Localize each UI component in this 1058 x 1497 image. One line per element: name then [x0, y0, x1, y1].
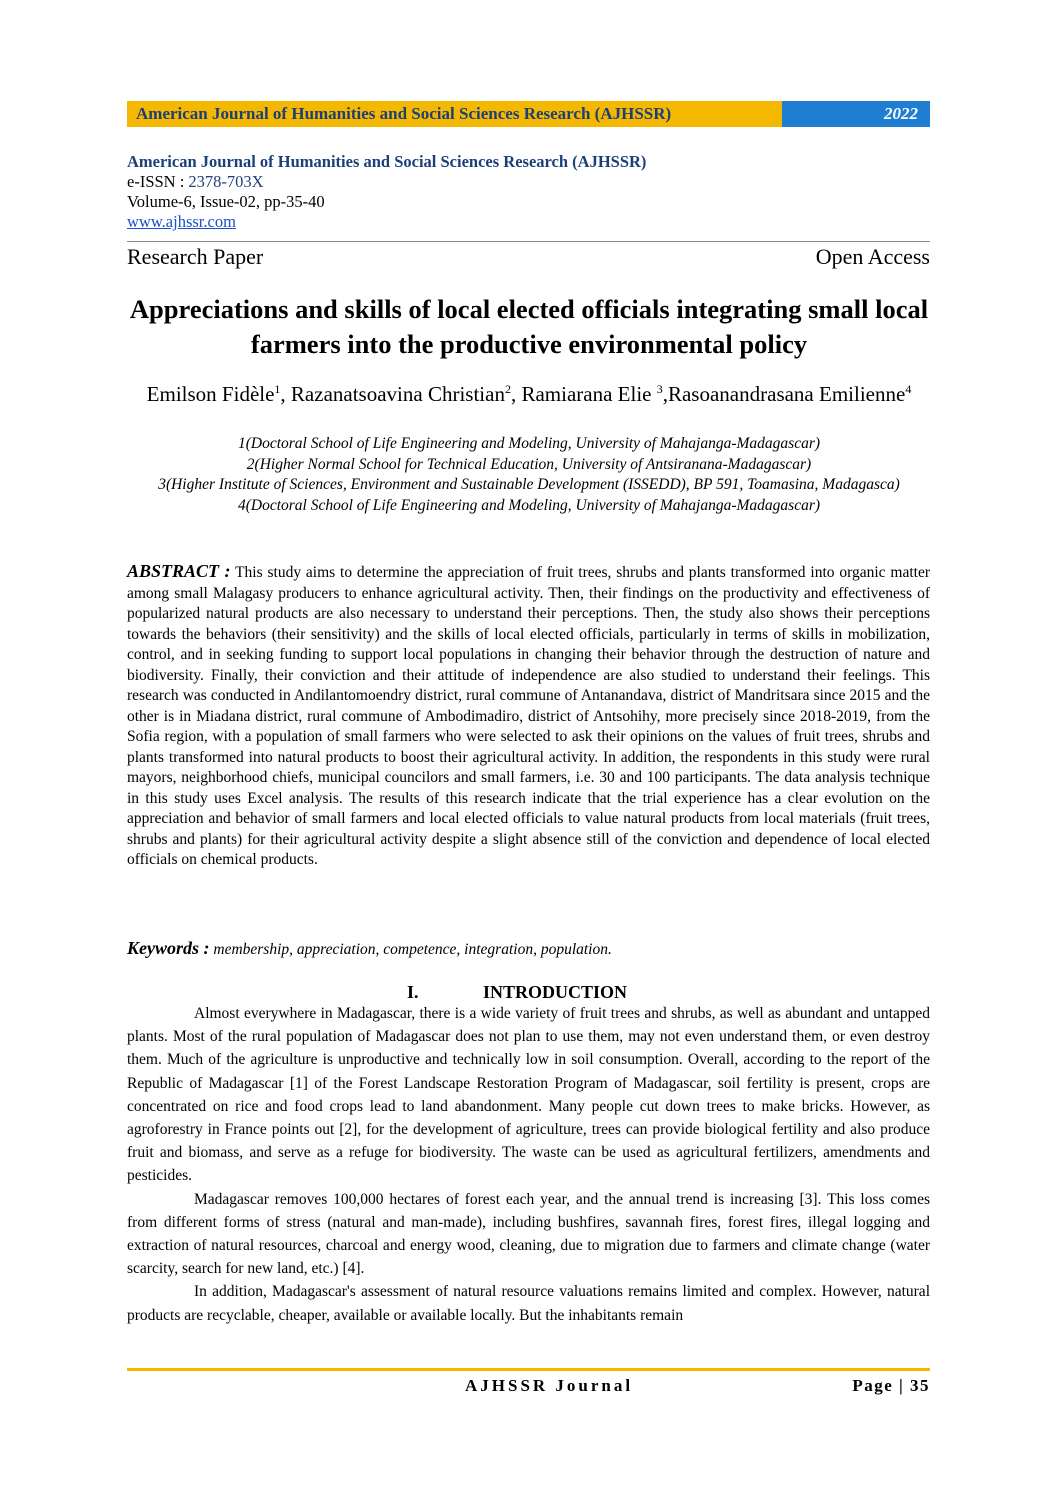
author-affil-index: 4: [905, 382, 912, 396]
abstract-text: This study aims to determine the appreciation of fruit trees, shrubs and plants transformed into organic matter among small Malagasy producers to enhance agricultural activity. Then, their findings on the productivity and effectiveness of popularized natural products are also necessary to understand their perceptions. Then, the study also shows their perceptions towards the behaviors (their sensitivity) and the skills of local elected officials, particularly in terms of skills in mobilization, control, and in seeking funding to support local populations in changing their behavior through the destruction of nature and biodiversity. Finally, their conviction and their attitude of independence are also studied to understand their feelings. This research was conducted in Andilantomoendry district, rural commune of Antanandava, district of Mandritsara since 2015 and the other is in Miadana district, rural commune of Ambodimadiro, district of Antsohihy, more precisely since 2018-2019, from the Sofia region, with a population of small farmers who were selected to ask their opinions on the values of fruit trees, shrubs and plants transformed into natural products to boost their agricultural activity. In addition, the respondents in this study were rural mayors, neighborhood chiefs, municipal councilors and small farmers, i.e. 30 and 100 participants. The data analysis technique in this study uses Excel analysis. The results of this research indicate that the trial experience has a clear evolution on the appreciation and behavior of small farmers and local elected officials to value natural products from local materials (fruit trees, shrubs and plants) for their agricultural activity despite a slight absence still of the conviction and dependence of local elected officials on chemical products.: [127, 564, 930, 868]
issn-line: [127, 172, 930, 192]
author-name: Emilson Fidèle: [146, 382, 275, 406]
journal-banner: [127, 101, 930, 127]
affiliations: [110, 434, 948, 516]
affiliation-item: 1(Doctoral School of Life Engineering and Modeling, University of Mahajanga-Madagascar): [237, 435, 821, 452]
banner-year: 2022: [782, 101, 930, 127]
body-paragraph: Almost everywhere in Madagascar, there is a wide variety of fruit trees and shrubs, as well as abundant and untapped plants. Most of the rural population of Madagascar does not plan to use them, may not even understand them, or even destroy them. Much of the agriculture is unproductive and technically low in soil consumption. Overall, according to the report of the Republic of Madagascar [1] of the Forest Landscape Restoration Program of Madagascar, soil fertility is present, crops are concentrated on rice and food crops lead to land abandonment. Many people cut down trees to make bricks. However, as agroforestry in France points out [2], for the development of agriculture, trees can provide biological fertility and also produce fruit and biomass, and serve as a refuge for biodiversity. The waste can be used as agricultural fertilizers, amendments and pesticides.: [127, 1005, 930, 1185]
affiliation-item: 2(Higher Normal School for Technical Education, University of Antsiranana-Madagascar): [246, 455, 812, 473]
author-name: Rasoanandrasana Emilienne: [667, 382, 906, 406]
author-affil-index: 3: [656, 382, 663, 396]
page-label: Page |: [852, 1376, 910, 1395]
page-number: [852, 1376, 930, 1396]
journal-meta: [127, 152, 930, 232]
body-paragraph: In addition, Madagascar's assessment of natural resource valuations remains limited and complex. However, natural products are recyclable, cheaper, available or available locally. But the inhabitants remain: [127, 1283, 930, 1324]
section-number: I.: [407, 982, 419, 1002]
introduction-body: [127, 1002, 930, 1327]
banner-journal-name: American Journal of Humanities and Social Sciences Research (AJHSSR): [127, 101, 782, 127]
journal-title: American Journal of Humanities and Social Sciences Research (AJHSSR): [127, 152, 647, 171]
affiliation-item: 3(Higher Institute of Sciences, Environment and Sustainable Development (ISSEDD), BP 591, Toamasina, Madagasca): [158, 476, 900, 493]
author-list: Emilson Fidèle$^1$, Razanatsoavina Christian$^2$, Ramiarana Elie $^3$,Rasoanandrasana Emilienne$^4$: [146, 382, 912, 406]
article-type-bar: [127, 241, 930, 272]
keywords-label: Keywords :: [127, 938, 210, 958]
volume-line: Volume-6, Issue-02, pp-35-40: [127, 192, 325, 211]
author-affil-index: 1: [274, 382, 281, 396]
author-name: Razanatsoavina Christian: [290, 382, 505, 406]
affiliation-item: 4(Doctoral School of Life Engineering and Modeling, University of Mahajanga-Madagascar): [237, 496, 821, 514]
access-type: Open Access: [815, 244, 930, 269]
keywords: [127, 938, 930, 960]
paper-title: Appreciations and skills of local elected officials integrating small local farmers into the productive environmental policy: [129, 294, 929, 359]
keywords-text: membership, appreciation, competence, integration, population.: [213, 941, 612, 958]
page-footer: [127, 1376, 930, 1400]
section-title: INTRODUCTION: [483, 982, 628, 1002]
journal-url-link[interactable]: www.ajhssr.com: [127, 212, 236, 231]
page-number-value: 35: [910, 1376, 930, 1395]
body-paragraph: Madagascar removes 100,000 hectares of forest each year, and the annual trend is increasing [3]. This loss comes from different forms of stress (natural and man-made), including bushfires, savannah fires, forest fires, illegal logging and extraction of natural resources, charcoal and energy wood, cleaning, due to migration due to farmers and climate change (water scarcity, search for new land, etc.) [4].: [127, 1190, 930, 1278]
issn-value: 2378-703X: [188, 172, 264, 191]
footer-journal: AJHSSR Journal: [465, 1376, 634, 1395]
author-name: Ramiarana Elie: [521, 382, 657, 406]
footer-divider: [127, 1368, 930, 1371]
abstract: [127, 561, 930, 871]
journal-url-line: [127, 212, 930, 232]
abstract-label: ABSTRACT :: [127, 561, 231, 581]
issn-label: e-ISSN :: [127, 172, 189, 191]
author-affil-index: 2: [504, 382, 511, 396]
article-type: Research Paper: [127, 244, 264, 269]
